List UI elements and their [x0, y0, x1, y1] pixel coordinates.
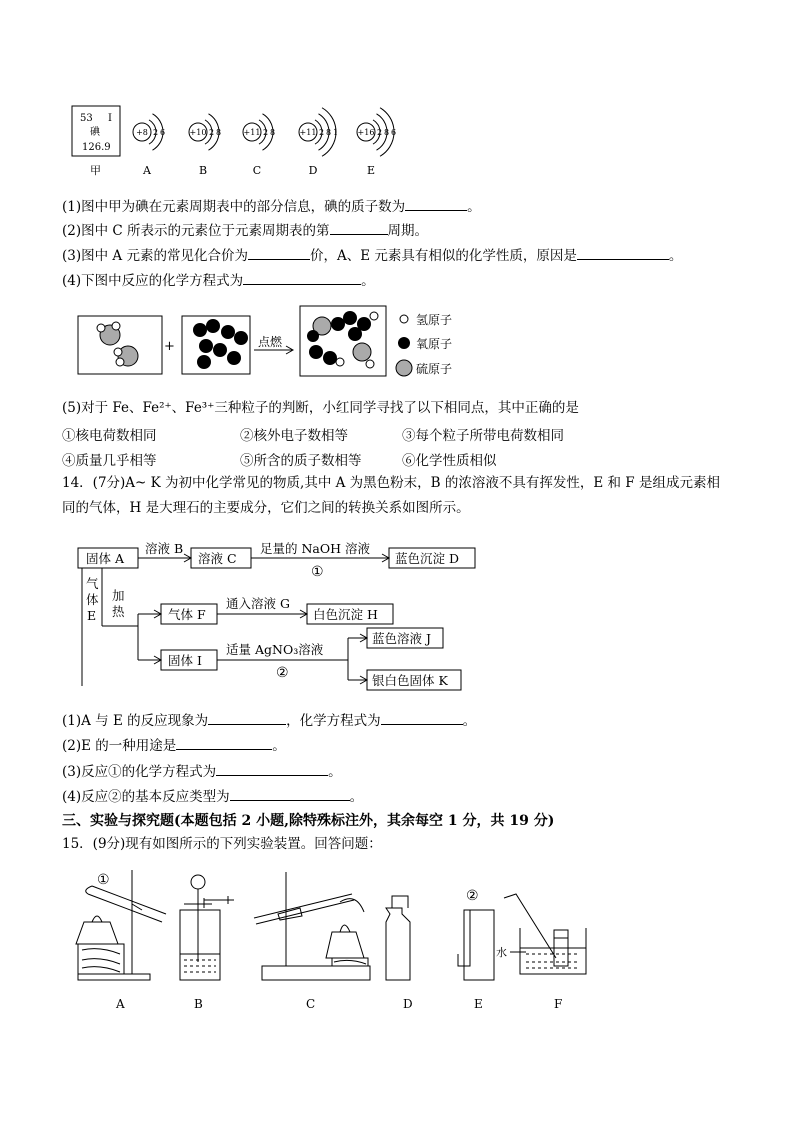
shell-electron-count: 6 [391, 128, 397, 137]
atom-diagram-D [299, 108, 338, 177]
atom-diagram-C [243, 114, 275, 177]
answer-blank[interactable] [405, 196, 467, 211]
edge-NaOH: 足量的 NaOH 溶液 [260, 541, 370, 556]
node-F: 气体 F [168, 607, 206, 622]
answer-blank[interactable] [577, 245, 669, 260]
shell-electron-count: 2 [153, 128, 159, 137]
node-H: 白色沉淀 H [313, 607, 378, 622]
svg-text:E: E [87, 608, 97, 623]
mark-1: ① [97, 872, 110, 888]
apparatus-E [458, 888, 494, 1011]
atom-diagram-B [189, 114, 221, 177]
answer-blank[interactable] [248, 245, 310, 260]
answer-blank[interactable] [216, 761, 328, 776]
nuclear-charge: +11 [299, 128, 317, 137]
answer-blank[interactable] [330, 220, 388, 235]
q13-part2: (2)图中 C 所表示的元素位于元素周期表的第 周期。 [62, 220, 428, 240]
q15-stem: 15．(9分)现有如图所示的下列实验装置。回答问题： [62, 836, 382, 852]
plus-sign: + [164, 339, 175, 354]
shell-electron-count: 8 [326, 128, 332, 137]
conversion-flowchart [70, 538, 490, 698]
q14-stem-line1: 14．(7分)A~ K 为初中化学常见的物质,其中 A 为黑色粉末，B 的浓溶液不具有挥发性，E 和 F 是组成元素相 [62, 475, 720, 491]
q13-part5: (5)对于 Fe、Fe²⁺、Fe³⁺三种粒子的判断，小红同学寻找了以下相同点，其中正确的是 [62, 400, 579, 416]
q14-part4: (4)反应②的基本反应类型为 。 [62, 786, 363, 806]
node-I: 固体 I [168, 653, 202, 668]
svg-text:加: 加 [112, 588, 125, 603]
shell-electron-count: 8 [384, 128, 390, 137]
reaction-mark-2: ② [276, 665, 289, 681]
option-2[interactable]: ②核外电子数相等 [240, 428, 348, 444]
shell-electron-count: 2 [319, 128, 325, 137]
shell-electron-count: 2 [209, 128, 215, 137]
water-label: 水 [496, 946, 507, 959]
atom-label: C [252, 164, 262, 177]
svg-text:B: B [194, 997, 203, 1011]
node-D: 蓝色沉淀 D [395, 551, 459, 566]
node-A: 固体 A [86, 551, 125, 566]
q14-stem-line2: 同的气体，H 是大理石的主要成分，它们之间的转换关系如图所示。 [62, 500, 470, 516]
atom-diagram-A [133, 114, 165, 177]
svg-text:氢原子: 氢原子 [416, 313, 453, 327]
apparatus-D [386, 896, 413, 1011]
q14-part2: (2)E 的一种用途是 。 [62, 735, 286, 755]
nuclear-charge: +11 [243, 128, 261, 137]
answer-blank[interactable] [176, 735, 272, 750]
edge-solution-B: 溶液 B [145, 541, 184, 556]
shell-electron-count: 1 [333, 128, 339, 137]
shell-electron-count: 6 [160, 128, 166, 137]
svg-text:C: C [306, 997, 316, 1011]
nuclear-charge: +8 [136, 128, 148, 137]
answer-blank[interactable] [381, 710, 463, 725]
periodic-card [72, 106, 120, 177]
svg-text:E: E [474, 997, 483, 1011]
mark-2: ② [466, 888, 479, 904]
atom-diagram-E [357, 108, 396, 177]
atomic-number: 53 [80, 113, 93, 124]
apparatus-C [254, 872, 370, 1011]
reaction-mark-1: ① [311, 564, 324, 580]
option-4[interactable]: ④质量几乎相等 [62, 453, 157, 469]
apparatus-A [76, 870, 166, 1011]
water-molecules [97, 322, 138, 366]
element-symbol: I [108, 113, 112, 124]
svg-text:硫原子: 硫原子 [416, 362, 453, 376]
shell-electron-count: 2 [263, 128, 269, 137]
svg-text:热: 热 [112, 604, 125, 619]
apparatus-figure [70, 862, 610, 1014]
svg-text:F: F [554, 997, 563, 1011]
q13-part4: (4)下图中反应的化学方程式为 。 [62, 270, 375, 290]
element-name: 碘 [90, 127, 100, 138]
reaction-condition: 点燃 [258, 335, 283, 349]
answer-blank[interactable] [230, 786, 350, 801]
reaction-figure [70, 302, 490, 382]
q13-part3: (3)图中 A 元素的常见化合价为 价，A、E 元素具有相似的化学性质，原因是 。 [62, 245, 682, 265]
apparatus-B [180, 875, 234, 1011]
option-3[interactable]: ③每个粒子所带电荷数相同 [402, 428, 564, 444]
svg-text:体: 体 [86, 592, 99, 607]
node-K: 银白色固体 K [372, 673, 448, 688]
nuclear-charge: +10 [189, 128, 207, 137]
shell-electron-count: 2 [377, 128, 383, 137]
q13-part1: (1)图中甲为碘在元素周期表中的部分信息，碘的质子数为 。 [62, 196, 481, 216]
answer-blank[interactable] [208, 710, 286, 725]
svg-text:A: A [116, 997, 125, 1011]
shell-electron-count: 8 [270, 128, 276, 137]
option-5[interactable]: ⑤所含的质子数相等 [240, 453, 362, 469]
legend [396, 313, 452, 376]
atom-structure-figure [60, 100, 420, 180]
shell-electron-count: 8 [216, 128, 222, 137]
svg-text:氧原子: 氧原子 [416, 337, 453, 351]
nuclear-charge: +16 [357, 128, 375, 137]
atom-label: D [308, 164, 318, 177]
atom-label: A [143, 164, 151, 177]
edge-solution-G: 通入溶液 G [226, 596, 290, 611]
svg-text:D: D [403, 997, 413, 1011]
apparatus-F [496, 894, 586, 1011]
oxygen-molecules [193, 319, 248, 369]
node-J: 蓝色溶液 J [372, 631, 431, 646]
card-caption: 甲 [90, 164, 101, 177]
node-C: 溶液 C [198, 551, 237, 566]
section-heading: 三、实验与探究题(本题包括 2 小题,除特殊标注外，其余每空 1 分，共 19 分) [62, 813, 555, 829]
atom-label: E [366, 164, 376, 177]
option-1[interactable]: ①核电荷数相同 [62, 428, 157, 444]
atomic-mass: 126.9 [82, 142, 111, 153]
answer-blank[interactable] [243, 270, 361, 285]
option-6[interactable]: ⑥化学性质相似 [402, 453, 497, 469]
svg-text:气: 气 [86, 576, 99, 591]
atom-label: B [198, 164, 208, 177]
q14-part1: (1)A 与 E 的反应现象为 ，化学方程式为 。 [62, 710, 476, 730]
edge-AgNO3: 适量 AgNO₃溶液 [226, 642, 324, 657]
product-molecules [307, 311, 378, 368]
q14-part3: (3)反应①的化学方程式为 。 [62, 761, 342, 781]
